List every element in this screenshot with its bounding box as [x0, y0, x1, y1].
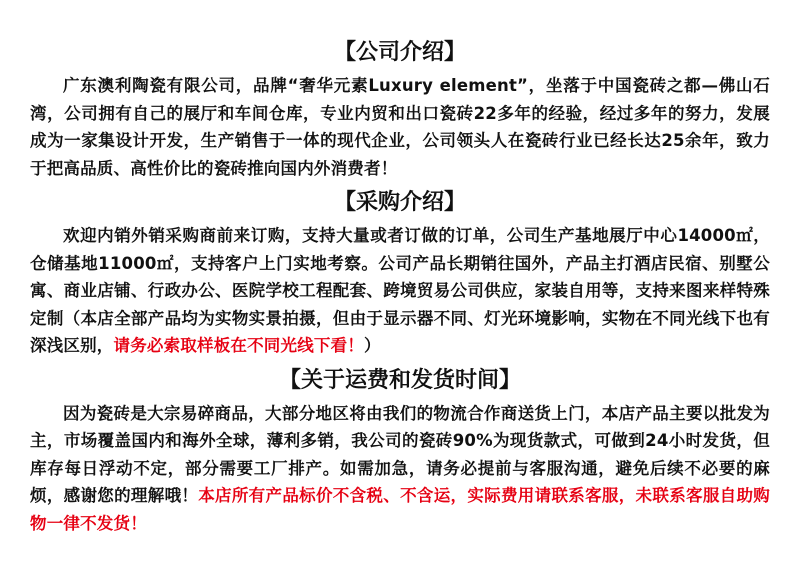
sample-warning-text: 请务必索取样板在不同光线下看！	[113, 336, 364, 355]
pricing-warning-text: 本店所有产品标价不含税、不含运，实际费用请联系客服，未联系客服自助购物一律不发货！	[30, 486, 770, 533]
purchase-intro-body: 欢迎内销外销采购商前来订购，支持大量或者订做的订单，公司生产基地展厅中心14000㎡，仓储基地11000㎡，支持客户上门实地考察。公司产品长期销往国外，产品主打酒店民宿、别墅公寓、商业店铺、行政办公、医院学校工程配套、跨境贸易公司供应，家装自用等，支持来图来样特殊定制（本店全部产品均为实物实景拍摄，但由于显示器不同、灯光环境影响，实物在不同光线下也有深浅区别，	[30, 226, 770, 355]
company-intro-text	[30, 72, 770, 182]
shipping-info-title: 【关于运费和发货时间】	[278, 367, 521, 393]
shipping-info-body: 因为瓷砖是大宗易碎商品，大部分地区将由我们的物流合作商送货上门，本店产品主要以批发为主，市场覆盖国内和海外全球，薄利多销，我公司的瓷砖90%为现货款式，可做到24小时发货，但库存每日浮动不定，部分需要工厂排产。如需加急，请务必提前与客服沟通，避免后续不必要的麻烦，感谢您的理解哦！	[30, 403, 770, 505]
shipping-info-text	[30, 400, 770, 538]
purchase-intro-title: 【采购介绍】	[333, 190, 466, 215]
company-intro-title: 【公司介绍】	[333, 40, 466, 65]
purchase-intro-text	[30, 222, 770, 360]
company-intro-body: 广东澳利陶瓷有限公司，品牌“奢华元素Luxury element”，坐落于中国瓷砖之都—佛山石湾，公司拥有自己的展厅和车间仓库，专业内贸和出口瓷砖22多年的经验，经过多年的努力，发展成为一家集设计开发，生产销售于一体的现代企业，公司领头人在瓷砖行业已经长达25余年，致力于把高品质、高性价比的瓷砖推向国内外消费者！	[30, 76, 770, 178]
purchase-intro-closing: ）	[364, 336, 381, 355]
